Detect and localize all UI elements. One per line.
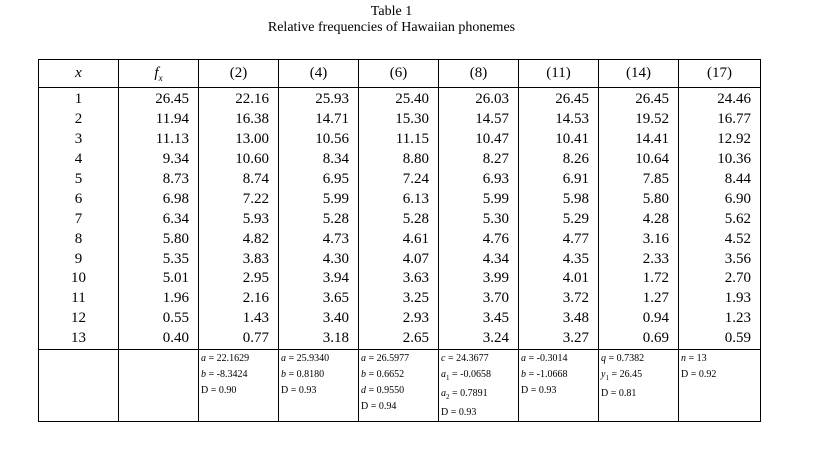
stats-value: = 0.8180 [286,368,325,380]
header-col-14: (14) [599,60,679,88]
stats-line [361,383,438,399]
stats-symbol: a [521,352,526,364]
stats-value: = -0.0658 [449,368,491,380]
stats-line [201,383,278,399]
cell-value: 4.34 [439,249,519,269]
cell-fx: 0.40 [119,329,199,349]
table-row [39,309,761,329]
stats-value: D = 0.81 [601,387,637,399]
cell-value: 3.56 [679,249,761,269]
stats-value: = -8.3424 [206,368,248,380]
stats-value: D = 0.90 [201,384,237,396]
stats-line [681,367,760,383]
stats-line [521,383,598,399]
cell-value: 2.95 [199,269,279,289]
cell-value: 5.80 [599,189,679,209]
cell-fx: 6.34 [119,209,199,229]
cell-value: 5.30 [439,209,519,229]
cell-value: 6.13 [359,189,439,209]
cell-x: 12 [39,309,119,329]
cell-value: 8.74 [199,170,279,190]
cell-value: 10.64 [599,150,679,170]
cell-value: 26.45 [599,88,679,110]
cell-value: 8.27 [439,150,519,170]
stats-line [361,399,438,415]
cell-value: 2.70 [679,269,761,289]
stats-line [681,351,760,367]
cell-fx: 11.13 [119,130,199,150]
cell-value: 5.62 [679,209,761,229]
cell-value: 3.83 [199,249,279,269]
cell-value: 3.25 [359,289,439,309]
header-col-8: (8) [439,60,519,88]
cell-value: 14.53 [519,110,599,130]
cell-value: 22.16 [199,88,279,110]
cell-value: 10.56 [279,130,359,150]
stats-symbol: d [361,384,366,396]
cell-value: 6.93 [439,170,519,190]
header-col-17: (17) [679,60,761,88]
header-col-6: (6) [359,60,439,88]
table-subtitle: Relative frequencies of Hawaiian phonemes [267,20,516,35]
stats-line [441,405,518,421]
cell-value: 7.85 [599,170,679,190]
cell-value: 7.24 [359,170,439,190]
cell-value: 5.98 [519,189,599,209]
stats-line [601,351,678,367]
stats-row [39,349,761,421]
cell-value: 3.16 [599,229,679,249]
stats-symbol: a [361,352,366,364]
cell-x: 8 [39,229,119,249]
cell-value: 5.99 [439,189,519,209]
stats-value: = 0.6652 [366,368,405,380]
cell-value: 0.94 [599,309,679,329]
stats-value: = -1.0668 [526,368,568,380]
header-col-4: (4) [279,60,359,88]
stats-value: D = 0.92 [681,368,717,380]
cell-value: 4.01 [519,269,599,289]
header-col-11: (11) [519,60,599,88]
table-row [39,249,761,269]
stats-line [201,367,278,383]
cell-value: 3.94 [279,269,359,289]
table-row [39,130,761,150]
table-row [39,209,761,229]
stats-value: = 26.5977 [366,352,410,364]
cell-value: 24.46 [679,88,761,110]
stats-line [281,383,358,399]
cell-fx: 11.94 [119,110,199,130]
cell-value: 4.73 [279,229,359,249]
cell-value: 8.26 [519,150,599,170]
cell-value: 19.52 [599,110,679,130]
cell-value: 3.63 [359,269,439,289]
table-row [39,269,761,289]
cell-value: 2.33 [599,249,679,269]
cell-value: 10.41 [519,130,599,150]
cell-value: 4.77 [519,229,599,249]
cell-value: 10.60 [199,150,279,170]
table-row [39,189,761,209]
cell-value: 13.00 [199,130,279,150]
cell-value: 2.65 [359,329,439,349]
cell-fx: 0.55 [119,309,199,329]
stats-line [521,367,598,383]
cell-value: 10.36 [679,150,761,170]
stats-cell [599,349,679,421]
header-f-subscript: x [158,72,163,83]
cell-value: 8.44 [679,170,761,190]
stats-symbol: b [281,368,286,380]
stats-line [441,386,518,405]
stats-value: = 0.7382 [606,352,645,364]
cell-value: 5.93 [199,209,279,229]
stats-value: = 0.9550 [366,384,405,396]
cell-fx: 5.35 [119,249,199,269]
cell-fx: 8.73 [119,170,199,190]
cell-value: 3.40 [279,309,359,329]
cell-value: 2.16 [199,289,279,309]
stats-value: D = 0.94 [361,400,397,412]
cell-fx: 5.80 [119,229,199,249]
cell-value: 1.93 [679,289,761,309]
cell-x: 2 [39,110,119,130]
cell-value: 5.29 [519,209,599,229]
stats-symbol: n [681,352,686,364]
cell-value: 3.70 [439,289,519,309]
cell-value: 4.52 [679,229,761,249]
stats-cell [199,349,279,421]
stats-value: D = 0.93 [521,384,557,396]
cell-value: 12.92 [679,130,761,150]
cell-fx: 1.96 [119,289,199,309]
stats-value: = -0.3014 [526,352,568,364]
cell-value: 25.40 [359,88,439,110]
cell-value: 10.47 [439,130,519,150]
cell-x: 13 [39,329,119,349]
cell-value: 5.99 [279,189,359,209]
stats-symbol: b [361,368,366,380]
cell-value: 4.28 [599,209,679,229]
cell-value: 4.30 [279,249,359,269]
stats-line [601,367,678,386]
table-row [39,289,761,309]
cell-value: 8.80 [359,150,439,170]
cell-value: 3.18 [279,329,359,349]
cell-value: 16.77 [679,110,761,130]
cell-x: 3 [39,130,119,150]
stats-value: = 22.1629 [206,352,250,364]
stats-symbol: y [601,368,606,380]
table-title: Table 1 [370,4,413,19]
header-f-symbol: f [154,64,159,81]
cell-x: 10 [39,269,119,289]
cell-value: 16.38 [199,110,279,130]
table-row [39,329,761,349]
cell-x: 7 [39,209,119,229]
stats-cell [679,349,761,421]
stats-symbol: a [441,387,446,399]
cell-fx: 9.34 [119,150,199,170]
stats-cell [279,349,359,421]
cell-value: 4.76 [439,229,519,249]
cell-value: 4.35 [519,249,599,269]
stats-symbol: c [441,352,446,364]
cell-value: 14.57 [439,110,519,130]
cell-value: 4.61 [359,229,439,249]
cell-value: 5.28 [279,209,359,229]
stats-value: = 13 [686,352,707,364]
cell-value: 3.24 [439,329,519,349]
stats-symbol: b [521,368,526,380]
stats-value: = 26.45 [608,368,643,380]
cell-x: 4 [39,150,119,170]
cell-value: 3.27 [519,329,599,349]
header-col-2: (2) [199,60,279,88]
stats-cell [439,349,519,421]
stats-empty-fx [119,349,199,421]
cell-value: 5.28 [359,209,439,229]
stats-symbol: a [281,352,286,364]
stats-subscript: 1 [446,373,450,382]
stats-line [441,367,518,386]
cell-value: 8.34 [279,150,359,170]
cell-value: 26.45 [519,88,599,110]
cell-fx: 26.45 [119,88,199,110]
cell-value: 1.43 [199,309,279,329]
cell-x: 11 [39,289,119,309]
cell-x: 9 [39,249,119,269]
cell-value: 6.95 [279,170,359,190]
cell-value: 7.22 [199,189,279,209]
cell-value: 3.48 [519,309,599,329]
cell-fx: 6.98 [119,189,199,209]
stats-line [201,351,278,367]
stats-symbol: b [201,368,206,380]
cell-value: 14.71 [279,110,359,130]
stats-symbol: a [201,352,206,364]
table-row [39,150,761,170]
stats-line [441,351,518,367]
header-row [39,60,761,88]
cell-value: 6.90 [679,189,761,209]
cell-x: 6 [39,189,119,209]
table-row [39,229,761,249]
cell-value: 0.77 [199,329,279,349]
cell-fx: 5.01 [119,269,199,289]
cell-value: 6.91 [519,170,599,190]
cell-value: 4.07 [359,249,439,269]
stats-subscript: 1 [605,373,609,382]
stats-line [281,367,358,383]
table-row [39,110,761,130]
stats-cell [519,349,599,421]
table-body [39,88,761,350]
cell-value: 3.65 [279,289,359,309]
frequency-table [38,59,761,422]
stats-value: = 25.9340 [286,352,330,364]
table-row [39,88,761,110]
cell-value: 3.72 [519,289,599,309]
cell-value: 4.82 [199,229,279,249]
cell-value: 26.03 [439,88,519,110]
cell-value: 15.30 [359,110,439,130]
stats-value: = 24.3677 [445,352,489,364]
stats-line [521,351,598,367]
stats-subscript: 2 [446,392,450,401]
stats-line [361,351,438,367]
table-row [39,170,761,190]
cell-value: 0.69 [599,329,679,349]
cell-value: 3.99 [439,269,519,289]
stats-value: D = 0.93 [281,384,317,396]
header-fx [119,60,199,88]
cell-value: 25.93 [279,88,359,110]
stats-symbol: a [441,368,446,380]
stats-line [281,351,358,367]
cell-value: 1.23 [679,309,761,329]
stats-value: = 0.7891 [449,387,488,399]
stats-empty-x [39,349,119,421]
header-x: x [39,60,119,88]
cell-value: 11.15 [359,130,439,150]
cell-value: 0.59 [679,329,761,349]
stats-value: D = 0.93 [441,406,477,418]
cell-x: 5 [39,170,119,190]
stats-cell [359,349,439,421]
cell-value: 14.41 [599,130,679,150]
cell-value: 1.27 [599,289,679,309]
stats-line [361,367,438,383]
cell-x: 1 [39,88,119,110]
cell-value: 2.93 [359,309,439,329]
cell-value: 1.72 [599,269,679,289]
cell-value: 3.45 [439,309,519,329]
stats-symbol: q [601,352,606,364]
stats-body [39,349,761,421]
stats-line [601,386,678,402]
